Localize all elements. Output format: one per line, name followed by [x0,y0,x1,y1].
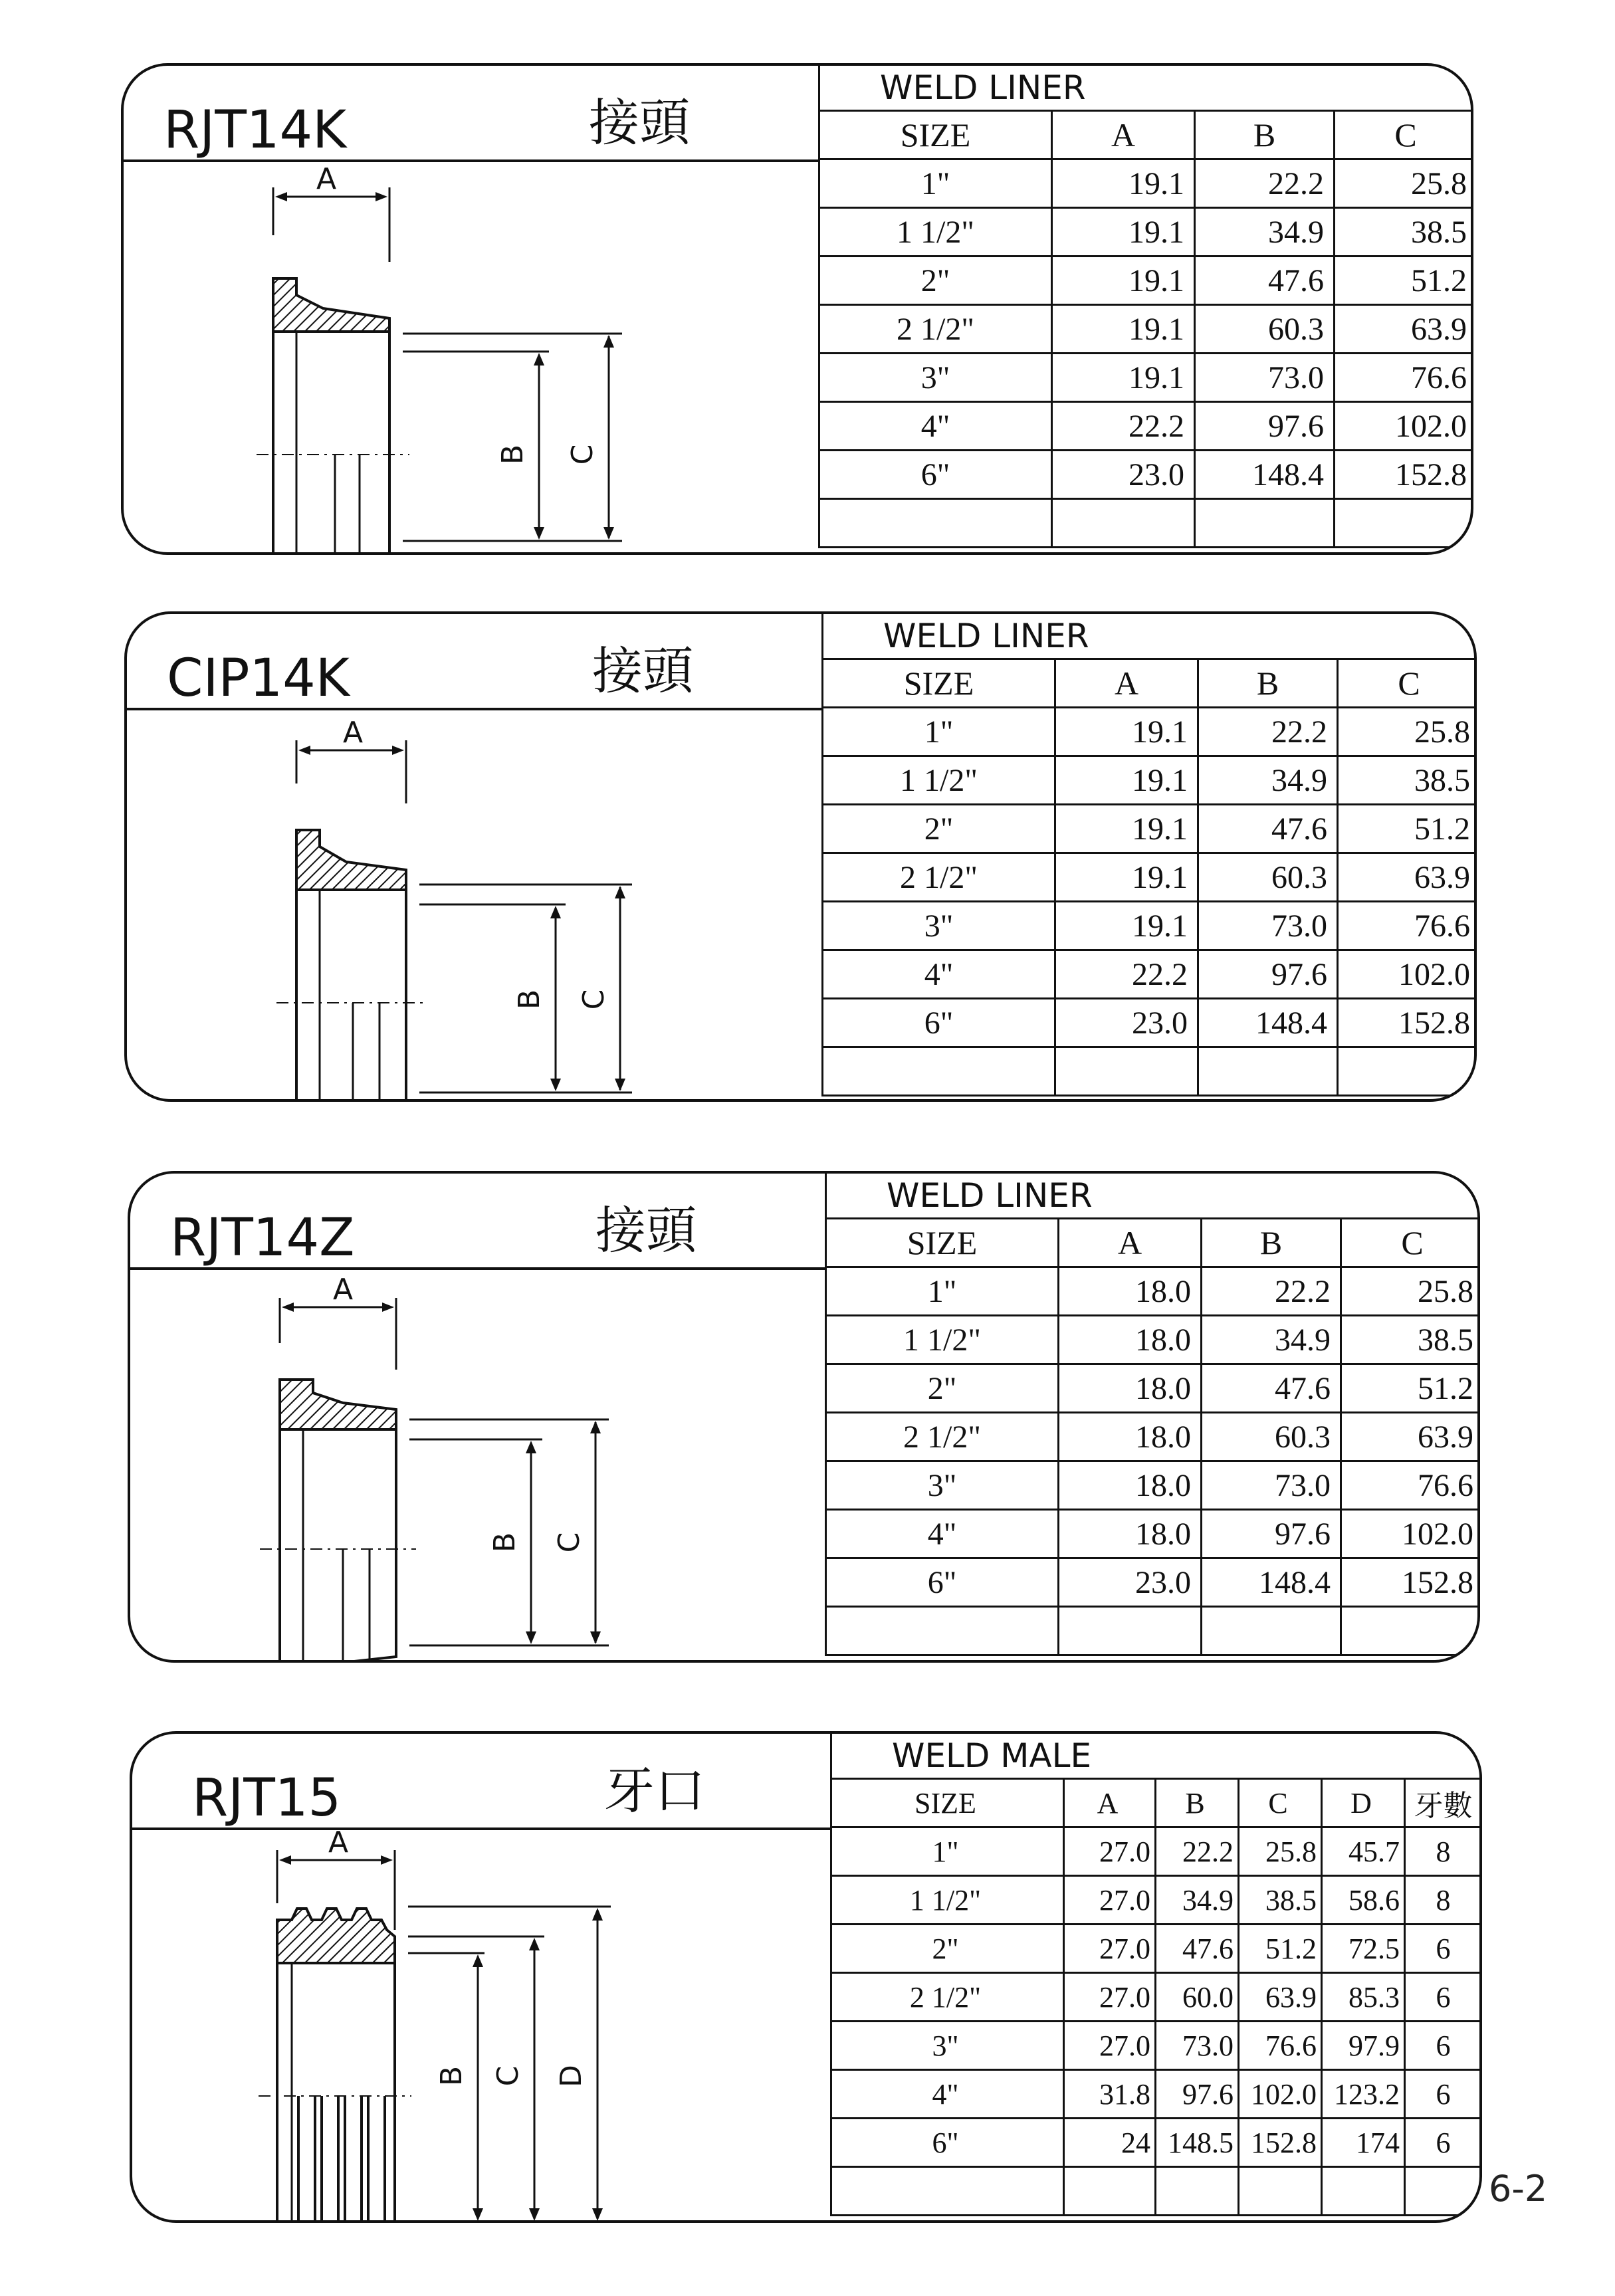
product-name: 牙口 [604,1761,705,1820]
table-row: 1" 18.0 22.2 25.8 [826,1267,1481,1316]
empty-row [819,499,1474,548]
dim-label-b: B [488,1532,522,1553]
dim-label-b: B [512,989,546,1010]
dim-label-c: C [491,2065,525,2087]
dim-label-a: A [332,1273,354,1306]
table-row: 3" 27.0 73.0 76.6 97.9 6 [831,2022,1483,2070]
header-a: A [1055,659,1198,708]
table-title: WELD LINER [819,66,1474,111]
product-name: 接頭 [592,641,693,700]
panel-title-bar [127,614,821,710]
liner-cross-section-drawing [127,710,821,1102]
product-code: CIP14K [167,649,350,708]
product-panel-cip14k [124,611,1477,1102]
liner-cross-section-drawing [130,1270,825,1663]
empty-row [823,1047,1477,1096]
header-b: B [1195,111,1335,159]
spec-table [821,614,1477,1096]
table-row: 3" 19.1 73.0 76.6 [823,902,1477,950]
header-c: C [1341,1219,1481,1267]
table-row: 4" 22.2 97.6 102.0 [823,950,1477,999]
spec-table [825,1174,1480,1656]
dim-label-c: C [577,989,611,1010]
table-row: 1 1/2" 27.0 34.9 38.5 58.6 8 [831,1876,1483,1925]
table-row: 1" 27.0 22.2 25.8 45.7 8 [831,1827,1483,1876]
table-row: 1 1/2" 19.1 34.9 38.5 [819,208,1474,257]
table-row: 2 1/2" 18.0 60.3 63.9 [826,1413,1481,1461]
table-row: 4" 31.8 97.6 102.0 123.2 6 [831,2070,1483,2119]
dim-label-a: A [328,1830,349,1859]
header-size: SIZE [826,1219,1059,1267]
table-row: 1 1/2" 18.0 34.9 38.5 [826,1316,1481,1364]
dim-label-a: A [342,716,364,750]
dim-label-b: B [496,444,530,465]
header-b: B [1202,1219,1341,1267]
header-b: B [1198,659,1338,708]
table-title: WELD MALE [831,1734,1483,1779]
table-row: 2 1/2" 27.0 60.0 63.9 85.3 6 [831,1973,1483,2022]
product-panel-rjt14z [128,1171,1480,1663]
dim-label-b: B [435,2065,469,2087]
table-row: 2" 19.1 47.6 51.2 [823,805,1477,853]
table-row: 1" 19.1 22.2 25.8 [819,159,1474,208]
table-title: WELD LINER [823,614,1477,659]
table-row: 4" 22.2 97.6 102.0 [819,402,1474,451]
table-row: 2 1/2" 19.1 60.3 63.9 [819,305,1474,354]
header-size: SIZE [831,1779,1064,1827]
header-c: C [1335,111,1474,159]
product-code: RJT14K [163,100,347,160]
header-b: B [1156,1779,1239,1827]
table-row: 2 1/2" 19.1 60.3 63.9 [823,853,1477,902]
header-a: A [1052,111,1195,159]
panel-title-bar [130,1174,825,1270]
page-number: 6-2 [1489,2168,1548,2210]
product-name: 接頭 [589,93,690,152]
table-row: 1 1/2" 19.1 34.9 38.5 [823,756,1477,805]
table-row: 3" 18.0 73.0 76.6 [826,1461,1481,1510]
dim-label-c: C [566,444,599,465]
dim-label-c: C [552,1532,586,1553]
table-row: 6" 24 148.5 152.8 174 6 [831,2119,1483,2167]
dim-label-d: D [554,2065,588,2087]
table-row: 6" 23.0 148.4 152.8 [819,451,1474,499]
product-code: RJT14Z [170,1208,355,1268]
header-a: A [1064,1779,1156,1827]
header-a: A [1059,1219,1202,1267]
header-c: C [1239,1779,1322,1827]
header-d: D [1322,1779,1405,1827]
table-row: 2" 18.0 47.6 51.2 [826,1364,1481,1413]
panel-title-bar [124,66,818,162]
table-row: 3" 19.1 73.0 76.6 [819,354,1474,402]
male-thread-cross-section-drawing [132,1830,830,2223]
product-panel-rjt15 [130,1731,1482,2223]
product-panel-rjt14k [121,63,1473,555]
header-c: C [1338,659,1477,708]
liner-cross-section-drawing [124,162,818,555]
empty-row [826,1607,1481,1655]
product-name: 接頭 [595,1201,697,1260]
product-code: RJT15 [192,1768,342,1828]
header-thread-count: 牙數 [1405,1779,1483,1827]
panel-title-bar [132,1734,830,1830]
dim-label-a: A [316,162,337,196]
table-row: 2" 27.0 47.6 51.2 72.5 6 [831,1925,1483,1973]
spec-table [818,66,1473,548]
table-row: 2" 19.1 47.6 51.2 [819,257,1474,305]
table-row: 4" 18.0 97.6 102.0 [826,1510,1481,1558]
table-title: WELD LINER [826,1174,1481,1219]
empty-row [831,2167,1483,2216]
header-size: SIZE [823,659,1055,708]
table-row: 1" 19.1 22.2 25.8 [823,708,1477,756]
table-row: 6" 23.0 148.4 152.8 [823,999,1477,1047]
table-row: 6" 23.0 148.4 152.8 [826,1558,1481,1607]
header-size: SIZE [819,111,1052,159]
spec-table [830,1734,1482,2216]
